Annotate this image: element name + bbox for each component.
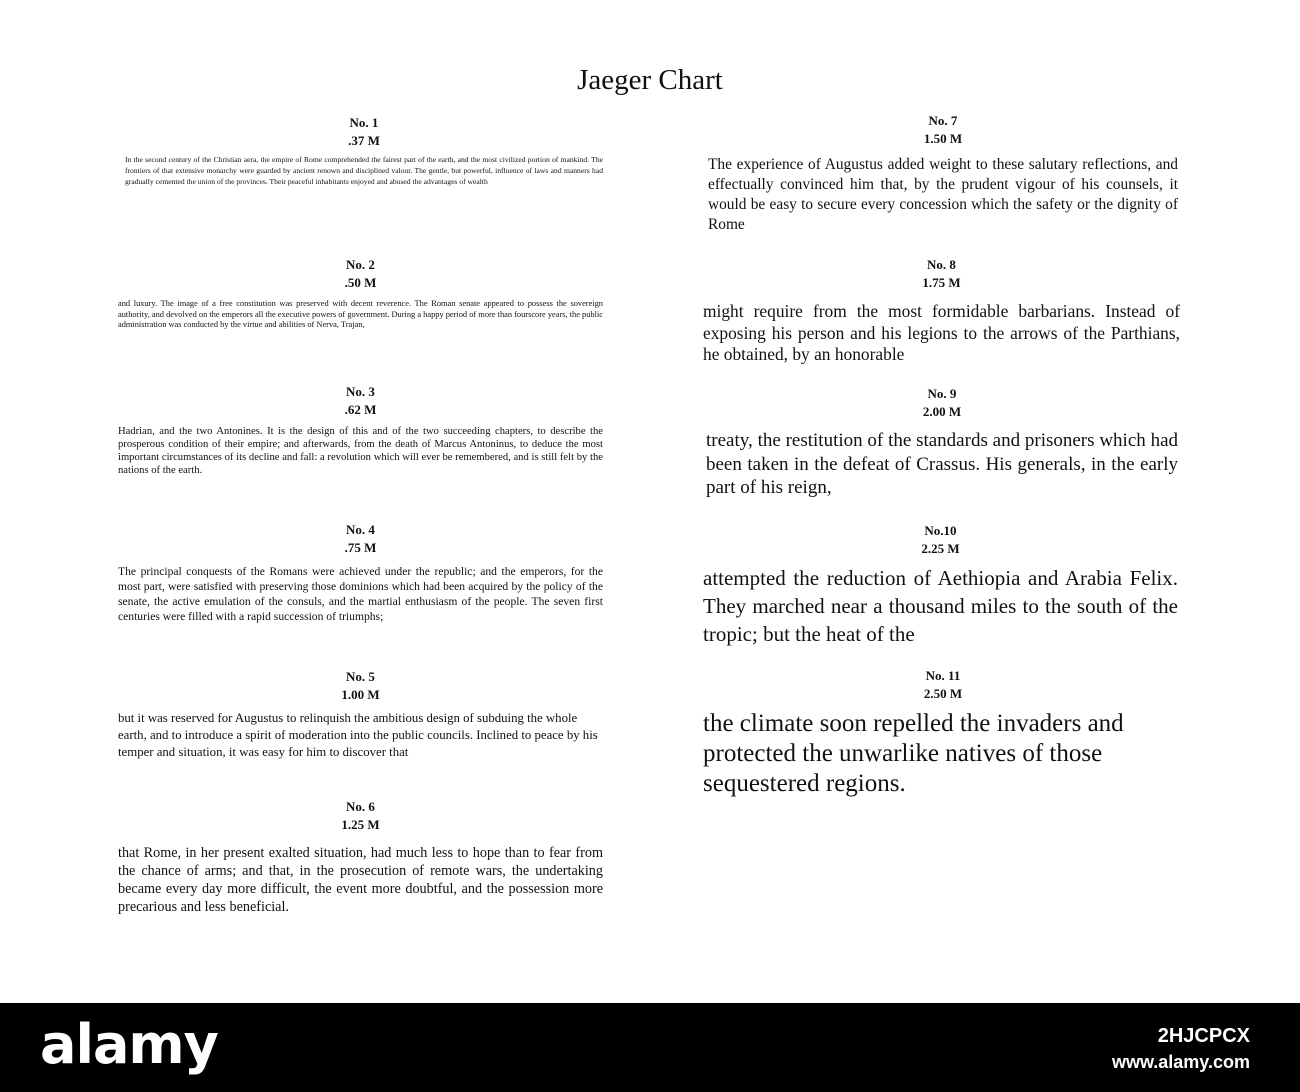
sample-size: 2.50 M	[923, 686, 963, 701]
sample-number: No.10	[924, 523, 957, 538]
sample-text: The principal conquests of the Romans were achieved under the republic; and the emperors, for the most part, were satisfied with preserving those dominions which had been acquired by the policy of the senate, the active emulation of the consuls, and the martial enthusiasm of the people. The seven first centuries were filled with a rapid succession of triumphs;	[118, 565, 603, 623]
sample-text: attempted the reduction of Aethiopia and Arabia Felix. They marched near a thousand miles to the south of the tropic; but the heat of the	[703, 566, 1178, 646]
sample-number: No. 11	[925, 668, 961, 683]
reading-sample-6	[118, 798, 603, 916]
sample-size: .62 M	[344, 402, 377, 417]
sample-size: 2.25 M	[921, 541, 960, 556]
page-title: Jaeger Chart	[577, 64, 723, 96]
sample-number: No. 8	[927, 257, 956, 272]
reading-sample-4	[118, 521, 603, 624]
reading-sample-10	[703, 522, 1178, 648]
sample-number: No. 9	[927, 386, 957, 401]
sample-text: that Rome, in her present exalted situation, had much less to hope than to fear from the chance of arms; and that, in the prosecution of remote wars, the undertaking became every day more difficult, the event more doubtful, and the possession more precarious and less beneficial.	[118, 845, 603, 915]
sample-size: .50 M	[344, 275, 377, 290]
sample-number: No. 6	[346, 799, 375, 814]
image-id: 2HJCPCX	[1157, 1025, 1250, 1047]
sample-size: .75 M	[344, 540, 377, 555]
reading-sample-9	[706, 385, 1178, 500]
sample-size: 1.75 M	[922, 275, 961, 290]
sample-text: In the second century of the Christian aera, the empire of Rome comprehended the fairest part of the earth, and the most civilized portion of mankind. The frontiers of that extensive monarchy were guarded by ancient renown and disciplined valour. The gentle, but powerful, influence of laws and manners had gradually cemented the union of the provinces. Their peaceful inhabitants enjoyed and abused the advantages of wealth	[125, 155, 603, 186]
sample-size: 1.00 M	[341, 687, 380, 702]
watermark-url: www.alamy.com	[1111, 1052, 1250, 1072]
sample-number: No. 5	[346, 669, 375, 684]
alamy-logo: alamy	[40, 1013, 218, 1076]
sample-text: but it was reserved for Augustus to relinquish the ambitious design of subduing the whole earth, and to introduce a spirit of moderation into the public councils. Inclined to peace by his temper and situation, it was easy for him to discover that	[118, 711, 598, 759]
reading-sample-5	[118, 668, 603, 761]
reading-sample-2	[118, 256, 603, 331]
reading-sample-3	[118, 383, 603, 477]
sample-number: No. 7	[928, 113, 958, 128]
sample-size: 1.25 M	[341, 817, 380, 832]
sample-size: 2.00 M	[922, 404, 962, 419]
reading-sample-7	[708, 112, 1178, 235]
sample-text: might require from the most formidable barbarians. Instead of exposing his person and his legions to the arrows of the Parthians, he obtained, by an honorable	[703, 301, 1180, 364]
sample-number: No. 4	[346, 522, 375, 537]
sample-number: No. 2	[346, 257, 375, 272]
sample-text: Hadrian, and the two Antonines. It is the design of this and of the two succeeding chapters, to describe the prosperous condition of their empire; and afterwards, from the death of Marcus Antoninus, to deduce the most important circumstances of its decline and fall: a revolution which will ever be remembered, and is still felt by the nations of the earth.	[118, 426, 603, 476]
sample-text: and luxury. The image of a free constitution was preserved with decent reverence. The Roman senate appeared to possess the sovereign authority, and devolved on the emperors all the executive powers of government. During a happy period of more than fourscore years, the public administration was conducted by the virtue and abilities of Nerva, Trajan,	[118, 299, 603, 329]
sample-size: 1.50 M	[923, 131, 963, 146]
sample-text: treaty, the restitution of the standards and prisoners which had been taken in the defeat of Crassus. His generals, in the early part of his reign,	[706, 430, 1178, 498]
sample-text: the climate soon repelled the invaders and protected the unwarlike natives of those sequestered regions.	[703, 710, 1124, 797]
reading-sample-1	[125, 114, 603, 187]
watermark-bar	[0, 1003, 1300, 1092]
reading-sample-8	[703, 256, 1180, 366]
sample-number: No. 3	[346, 384, 375, 399]
reading-sample-11	[703, 667, 1183, 799]
sample-text: The experience of Augustus added weight to these salutary reflections, and effectually convinced him that, by the prudent vigour of his counsels, it would be easy to secure every concession which the safety or the dignity of Rome	[708, 156, 1178, 233]
sample-number: No. 1	[349, 115, 379, 130]
sample-size: .37 M	[348, 133, 380, 148]
